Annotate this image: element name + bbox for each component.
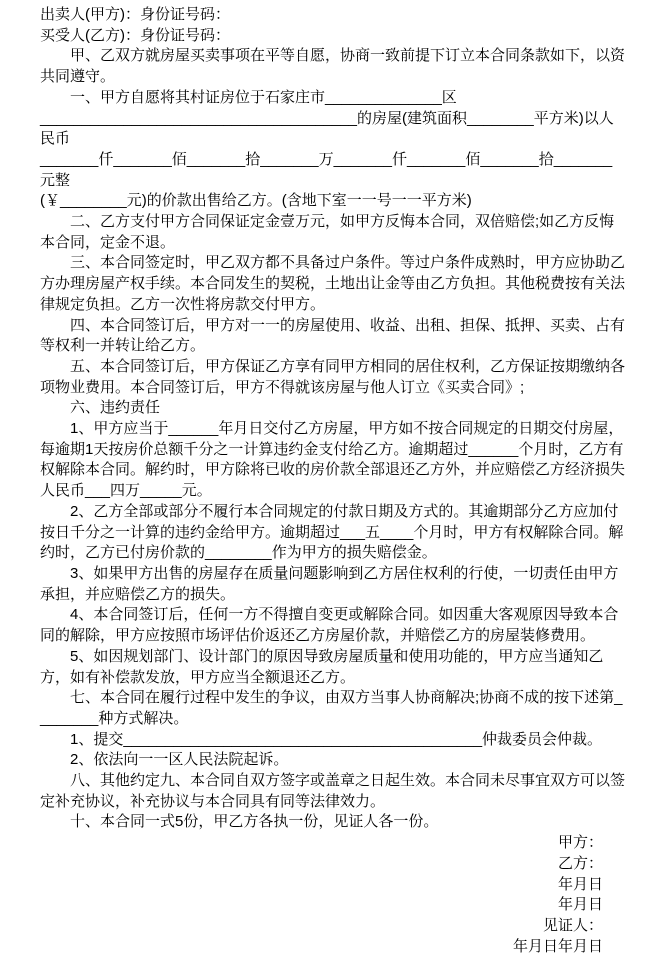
para-clause1-price-row: _______仟_______佰_______拾_______万_______仟_______佰_______拾_______元整	[40, 150, 613, 189]
para-clause8-9: 八、其他约定九、本合同自双方签字或盖章之日起生效。本合同未尽事宜双方可以签定补充协议，补充协议与本合同具有同等法律效力。	[40, 772, 626, 810]
signature-witness: 见证人：	[542, 916, 603, 934]
signature-party-a: 甲方：	[557, 834, 603, 852]
para-clause6-item2: 2、乙方全部或部分不履行本合同规定的付款日期及方式的。其逾期部分乙方应加付按日千分之一计算的违约金给甲方。逾期超过___五____个月时，甲方有权解除合同。解约时，乙方已付房价款的________作为甲方的损失赔偿金。	[40, 502, 624, 562]
para-clause5: 五、本合同签订后，甲方保证乙方享有同甲方相同的居住权利，乙方保证按期缴纳各项物业费用。本合同签订后，甲方不得就该房屋与他人订立《买卖合同》;	[40, 357, 626, 396]
para-clause1-line1: 一、甲方自愿将其村证房位于石家庄市______________区	[70, 88, 457, 106]
para-clause2: 二、乙方支付甲方合同保证定金壹万元，如甲方反悔本合同，双倍赔偿;如乙方反悔本合同，定金不退。	[40, 213, 615, 251]
para-clause7: 七、本合同在履行过程中发生的争议，由双方当事人协商解决;协商不成的按下述第________种方式解决。	[40, 689, 623, 727]
signature-date-witness: 年月日年月日	[512, 937, 603, 955]
para-clause10: 十、本合同一式5份，甲乙方各执一份，见证人各一份。	[70, 813, 439, 831]
signature-block	[40, 833, 625, 957]
signature-party-b: 乙方：	[557, 854, 603, 872]
para-seller-id: 出卖人(甲方)：身份证号码：	[40, 6, 230, 23]
signature-date-b: 年月日	[557, 896, 603, 914]
para-clause6-heading: 六、违约责任	[70, 399, 161, 417]
para-buyer-id: 买受人(乙方)：身份证号码：	[40, 26, 230, 44]
para-clause3: 三、本合同签定时，甲乙双方都不具备过户条件。等过户条件成熟时，甲方应协助乙方办理房屋产权手续。本合同发生的契税，土地出让金等由乙方负担。其他税费按有关法律规定负担。乙方一次性将房款交付甲方。	[40, 254, 626, 313]
para-clause6-item5: 5、如因规划部门、设计部门的原因导致房屋质量和使用功能的，甲方应当通知乙方，如有补偿款发放，甲方应当全额退还乙方。	[40, 647, 604, 686]
para-clause1-line2: ______________________________________的房屋(建筑面积________平方米)以人民币	[40, 109, 614, 148]
para-clause6-item3: 3、如果甲方出售的房屋存在质量问题影响到乙方居住权利的行使，一切责任由甲方承担，并应赔偿乙方的损失。	[40, 564, 619, 603]
para-clause1-line4: (￥________元)的价款出售给乙方。(含地下室一一号一一平方米)	[40, 192, 472, 210]
para-clause4: 四、本合同签订后，甲方对一一的房屋使用、收益、出租、担保、抵押、买卖、占有等权利一并转让给乙方。	[40, 316, 626, 355]
para-clause6-item4: 4、本合同签订后，任何一方不得擅自变更或解除合同。如因重大客观原因导致本合同的解除，甲方应按照市场评估价返还乙方房屋价款，并赔偿乙方的房屋装修费用。	[40, 606, 619, 645]
signature-date-a: 年月日	[557, 875, 603, 893]
para-preamble: 甲、乙双方就房屋买卖事项在平等自愿，协商一致前提下订立本合同条款如下，以资共同遵守。	[40, 47, 626, 86]
para-clause7-item2: 2、依法向一一区人民法院起诉。	[70, 751, 289, 769]
para-clause6-item1: 1、甲方应当于______年月日交付乙方房屋，甲方如不按合同规定的日期交付房屋，每逾期1天按房价总额千分之一计算违约金支付给乙方。逾期超过______个月时，乙方有权解除本合同。解约时，甲方除将已收的房价款全部退还乙方外，并应赔偿乙方经济损失人民币___四万_____元。	[40, 420, 626, 500]
para-clause7-item1: 1、提交___________________________________________仲裁委员会仲裁。	[70, 730, 603, 748]
